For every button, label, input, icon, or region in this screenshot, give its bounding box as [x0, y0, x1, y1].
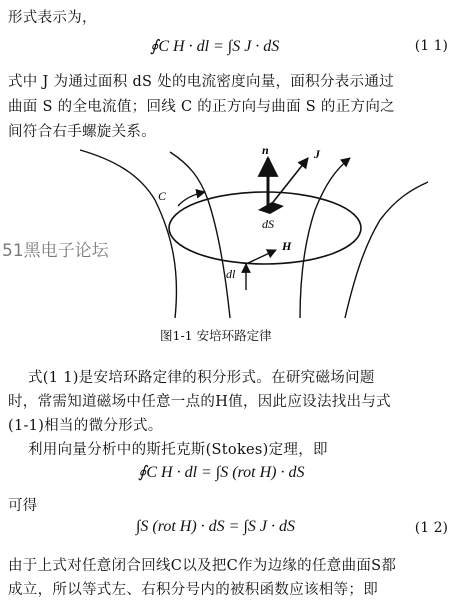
paragraph-intro: 形式表示为，: [8, 10, 97, 26]
paragraph-2-line-2: 时，常需知道磁场中任意一点的H值，因此应设法找出与式: [8, 394, 391, 410]
paragraph-2-line-1: 式(1 1)是安培环路定律的积分形式。在研究磁场问题: [28, 370, 375, 386]
label-ds: dS: [262, 217, 274, 231]
paragraph-3-line-1: 利用向量分析中的斯托克斯(Stokes)定理，即: [28, 442, 328, 458]
flux-line-3: [300, 158, 350, 318]
text-kede: 可得: [8, 498, 38, 514]
ds-patch: [258, 202, 284, 214]
label-h: H: [282, 239, 292, 253]
flux-line-1: [80, 150, 176, 318]
watermark: 51黑电子论坛: [2, 241, 109, 261]
paragraph-4-line-2: 成立，所以等式左、右积分号内的被积函数应该相等；即: [8, 582, 378, 598]
field-arrow-h: [246, 250, 276, 264]
paragraph-4-line-1: 由于上式对任意闭合回线C以及把C作为边缘的任意曲面S都: [8, 558, 397, 574]
paragraph-1-line-1: 式中 J 为通过面积 dS 处的电流密度向量，面积分表示通过: [8, 74, 394, 90]
equation-1-number: (1 1): [414, 38, 448, 54]
equation-stokes: ∮C H · dl = ∫S (rot H) · dS: [138, 464, 305, 481]
paragraph-2-line-3: (1-1)相当的微分形式。: [8, 418, 163, 434]
current-density-arrow-j: [270, 158, 308, 206]
loop-direction-arrow: [178, 192, 205, 206]
label-c: C: [158, 189, 167, 203]
paragraph-1-line-3: 间符合右手螺旋关系。: [8, 124, 156, 140]
flux-line-4: [345, 182, 428, 318]
paragraph-1-line-2: 曲面 S 的全电流值；回线 C 的正方向与曲面 S 的正方向之: [8, 99, 395, 115]
equation-2: ∫S (rot H) · dS = ∫S J · dS: [136, 518, 295, 535]
figure-caption: 图1-1 安培环路定律: [160, 328, 272, 343]
label-dl: dl: [226, 267, 236, 281]
equation-2-number: (1 2): [414, 520, 448, 536]
equation-1: ∮C H · dl = ∫S J · dS: [150, 38, 280, 55]
label-n: n: [262, 143, 269, 157]
flux-line-2: [170, 152, 230, 318]
label-j: J: [314, 147, 320, 161]
